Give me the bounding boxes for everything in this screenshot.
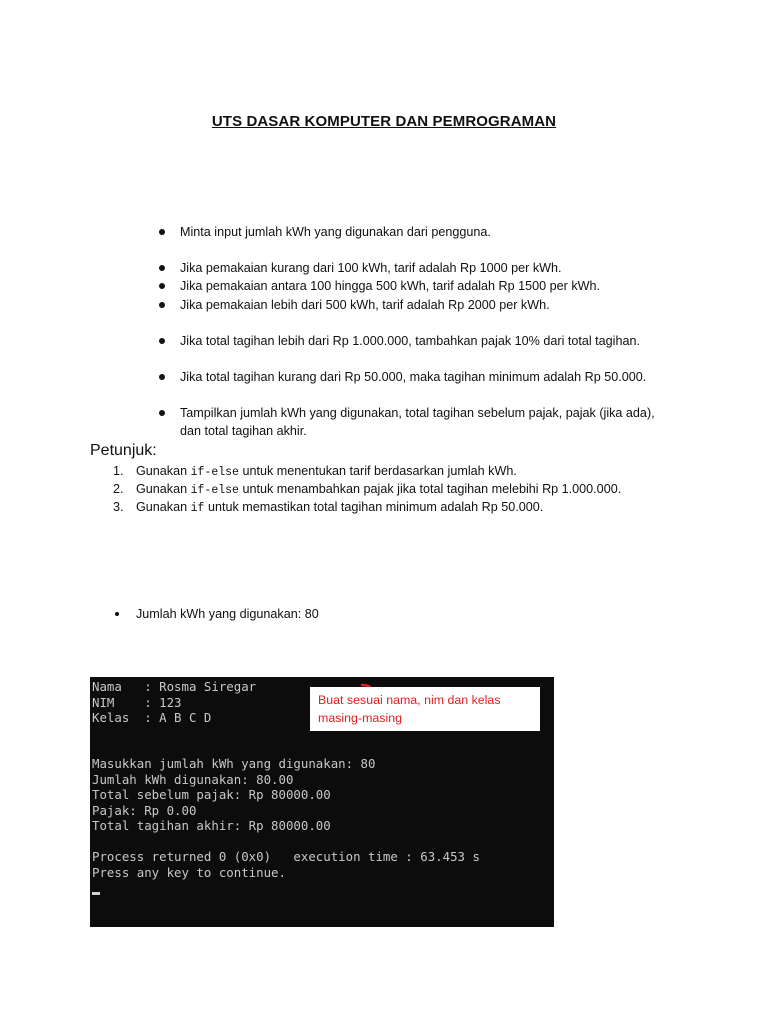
example-bullet: Jumlah kWh yang digunakan: 80 (136, 607, 319, 621)
hint-text: untuk menambahkan pajak jika total tagihan melebihi Rp 1.000.000. (242, 482, 622, 496)
instruction-item: Jika pemakaian lebih dari 500 kWh, tarif adalah Rp 2000 per kWh. (180, 296, 680, 314)
instruction-item: Jika pemakaian antara 100 hingga 500 kWh, tarif adalah Rp 1500 per kWh. (180, 277, 680, 295)
hint-number: 1. (113, 464, 124, 478)
hint-number: 3. (113, 500, 124, 514)
console-line: Pajak: Rp 0.00 (92, 802, 197, 818)
hint-code: if-else (190, 484, 239, 497)
console-line: Process returned 0 (0x0) execution time : 63.453 s (92, 849, 480, 864)
instruction-item: Minta input jumlah kWh yang digunakan dari pengguna. (180, 223, 680, 241)
instruction-item: Jika pemakaian kurang dari 100 kWh, tarif adalah Rp 1000 per kWh. (180, 259, 680, 277)
hint-text: untuk menentukan tarif berdasarkan jumlah kWh. (242, 464, 517, 478)
hint-heading: Petunjuk: (90, 442, 157, 459)
hint-number: 2. (113, 482, 124, 496)
hint-prefix: Gunakan (136, 464, 188, 478)
console-line: Press any key to continue. (92, 864, 286, 880)
hint-prefix: Gunakan (136, 482, 188, 496)
console-line: Nama : Rosma Siregar (92, 679, 257, 694)
instruction-item: Jika total tagihan lebih dari Rp 1.000.000, tambahkan pajak 10% dari total tagihan. (180, 332, 680, 350)
hint-code: if-else (190, 466, 239, 479)
hint-item (113, 462, 736, 482)
console-line: Kelas : A B C D (92, 710, 212, 725)
document-title: UTS DASAR KOMPUTER DAN PEMROGRAMAN (211, 113, 557, 130)
hint-item (113, 498, 736, 518)
console-line: Masukkan jumlah kWh yang digunakan: 80 (92, 756, 376, 771)
hint-prefix: Gunakan (136, 500, 188, 514)
hint-code: if (190, 502, 205, 515)
console-line: Total tagihan akhir: Rp 80000.00 (92, 818, 331, 833)
console-line: Total sebelum pajak: Rp 80000.00 (92, 787, 331, 802)
instruction-item: Tampilkan jumlah kWh yang digunakan, total tagihan sebelum pajak, pajak (jika ada), dan total tagihan akhir. (180, 404, 670, 440)
hint-text: untuk memastikan total tagihan minimum adalah Rp 50.000. (207, 500, 544, 514)
instruction-item: Jika total tagihan kurang dari Rp 50.000, maka tagihan minimum adalah Rp 50.000. (180, 368, 680, 386)
console-cursor (92, 892, 100, 895)
console-line: Jumlah kWh digunakan: 80.00 (92, 771, 294, 787)
annotation-note: Buat sesuai nama, nim dan kelas masing-masing (310, 687, 540, 731)
console-line: NIM : 123 (92, 694, 182, 710)
hint-item (113, 480, 736, 500)
